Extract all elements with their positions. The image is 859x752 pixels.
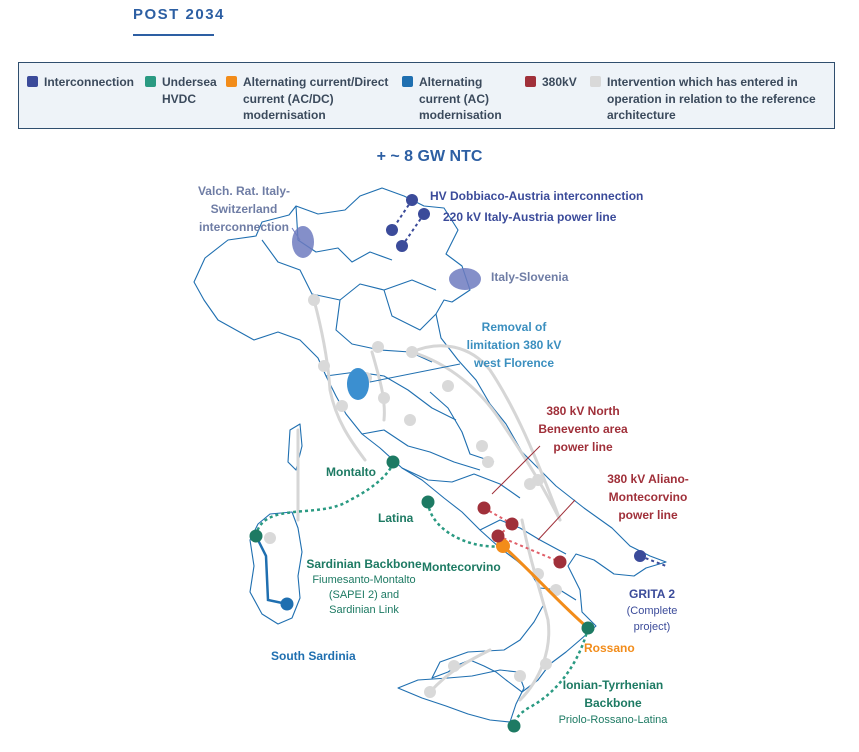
label-dobbiaco: HV Dobbiaco-Austria interconnection: [430, 189, 644, 203]
legend-label: Intervention which has entered in operation in relation to the reference architecture: [607, 75, 816, 122]
label-south-sardinia: South Sardinia: [271, 649, 356, 663]
label-aliano: 380 kV Aliano-Montecorvino power line: [607, 472, 689, 522]
leader-lines: [370, 364, 460, 382]
label-ionian-title: Ionian-Tyrrhenian Backbone: [562, 678, 664, 710]
page-title: POST 2034: [133, 6, 225, 23]
label-grita-sub: (Complete project): [626, 605, 678, 633]
label-grita-title: GRITA 2: [628, 587, 675, 601]
ntc-headline: + ~ 8 GW NTC: [376, 148, 483, 165]
label-valch-interconnection: Valch. Rat. Italy-Switzerland interconnection: [197, 184, 291, 234]
label-benevento: 380 kV North Benevento area power line: [538, 404, 628, 454]
florence-ellipse: [347, 368, 369, 400]
sardinia-ac-line: [256, 536, 287, 604]
label-sardinian-sub: Fiumesanto-Montalto (SAPEI 2) and Sardinian Link: [312, 574, 416, 616]
legend-label: Interconnection: [44, 75, 135, 89]
label-rossano: Rossano: [584, 641, 635, 655]
label-italy-austria: 220 kV Italy-Austria power line: [443, 210, 617, 224]
legend-label: 380kV: [542, 75, 577, 89]
label-sardinian-backbone: [306, 555, 422, 618]
label-latina: Latina: [378, 511, 414, 525]
label-florence: Removal of limitation 380 kV west Florence: [466, 320, 562, 370]
label-sardinian-title: Sardinian Backbone: [306, 557, 422, 571]
label-italy-slovenia: Italy-Slovenia: [491, 270, 569, 284]
legend-label: Alternating current/Direct current (AC/DC) modernisation: [243, 75, 389, 122]
slovenia-ellipse: [449, 268, 481, 290]
label-ionian-backbone: [548, 676, 678, 728]
label-montecorvino: Montecorvino: [422, 560, 501, 574]
label-ionian-sub: Priolo-Rossano-Latina: [558, 714, 668, 726]
legend-label: Undersea HVDC: [162, 75, 217, 106]
leader-lines-380: [492, 446, 575, 540]
legend-label: Alternating current (AC) modernisation: [419, 75, 502, 122]
label-grita: [614, 585, 690, 635]
label-montalto: Montalto: [326, 465, 376, 479]
